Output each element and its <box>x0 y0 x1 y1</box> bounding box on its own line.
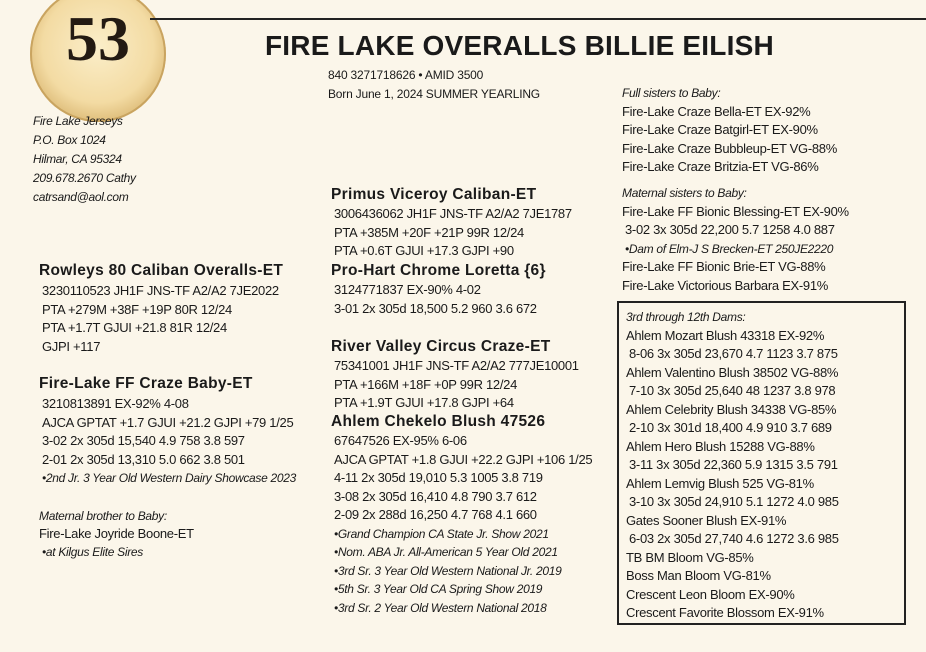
page-title: FIRE LAKE OVERALLS BILLIE EILISH <box>265 30 774 61</box>
ancestral-dam-record: 8-06 3x 305d 23,670 4.7 1123 3.7 875 <box>629 346 838 361</box>
sire-dam-line: 3-01 2x 305d 18,500 5.2 960 3.6 672 <box>334 300 537 316</box>
ancestral-dam-item: Crescent Favorite Blossom EX-91% <box>626 605 824 620</box>
dam-line: AJCA GPTAT +1.7 GJUI +21.2 GJPI +79 1/25 <box>42 414 294 430</box>
dam-sire-line: PTA +1.9T GJUI +17.8 GJPI +64 <box>334 395 514 410</box>
maternal-sister-note: •Dam of Elm-J S Brecken-ET 250JE2220 <box>625 241 834 256</box>
ancestral-dam-item: Crescent Leon Bloom EX-90% <box>626 586 795 602</box>
full-sister-item: Fire-Lake Craze Britzia-ET VG-86% <box>622 159 819 174</box>
full-sister-item: Fire-Lake Craze Batgirl-ET EX-90% <box>622 122 818 137</box>
ancestral-dam-item: Ahlem Valentino Blush 38502 VG-88% <box>626 364 839 380</box>
id-line: 840 3271718626 • AMID 3500 <box>328 68 484 82</box>
sire-dam-name: Pro-Hart Chrome Loretta {6} <box>331 262 546 279</box>
sire-line: PTA +279M +38F +19P 80R 12/24 <box>42 301 232 317</box>
ancestral-dam-item: TB BM Bloom VG-85% <box>626 549 754 565</box>
sire-block <box>39 262 283 356</box>
sire-dam-line: 3124771837 EX-90% 4-02 <box>334 282 481 297</box>
maternal-sister-item: Fire-Lake FF Bionic Brie-ET VG-88% <box>622 259 826 274</box>
ancestral-dam-item: Boss Man Bloom VG-81% <box>626 568 771 583</box>
sire-name: Rowleys 80 Caliban Overalls-ET <box>39 262 284 279</box>
maternal-brother-note: •at Kilgus Elite Sires <box>42 545 143 559</box>
sire-sire-block <box>331 186 572 261</box>
sire-dam-details <box>334 281 546 318</box>
consignor-city: Hilmar, CA 95324 <box>33 152 122 166</box>
dam-line: 3-02 2x 305d 15,540 4.9 758 3.8 597 <box>42 433 245 448</box>
sire-sire-line: PTA +0.6T GJUI +17.3 GJPI +90 <box>334 243 514 258</box>
consignor-phone: 209.678.2670 Cathy <box>33 171 136 185</box>
sire-line: PTA +1.7T GJUI +21.8 81R 12/24 <box>42 320 227 335</box>
maternal-sister-item: Fire-Lake Victorious Barbara EX-91% <box>622 277 829 293</box>
ancestral-dams-heading: 3rd through 12th Dams: <box>626 310 746 324</box>
ancestral-dam-record: 3-10 3x 305d 24,910 5.1 1272 4.0 985 <box>629 494 839 509</box>
full-sisters-heading: Full sisters to Baby: <box>622 86 721 100</box>
dam-dam-award: •5th Sr. 3 Year Old CA Spring Show 2019 <box>334 582 543 596</box>
consignor-address: P.O. Box 1024 <box>33 133 106 147</box>
dam-line: 3210813891 EX-92% 4-08 <box>42 396 189 411</box>
dam-name: Fire-Lake FF Craze Baby-ET <box>39 375 253 392</box>
ancestral-dams-box <box>617 301 906 625</box>
dam-award: •2nd Jr. 3 Year Old Western Dairy Showcase 2023 <box>42 471 297 485</box>
maternal-brother-block <box>39 507 194 561</box>
sire-dam-block <box>331 262 546 318</box>
dam-dam-award: •3rd Sr. 2 Year Old Western National 2018 <box>334 600 547 615</box>
sire-line: 3230110523 JH1F JNS-TF A2/A2 7JE2022 <box>42 283 279 298</box>
dam-line: 2-01 2x 305d 13,310 5.0 662 3.8 501 <box>42 451 245 467</box>
dam-details <box>42 395 296 488</box>
dam-sire-block <box>331 338 579 413</box>
dam-dam-name: Ahlem Chekelo Blush 47526 <box>331 413 546 430</box>
lot-number-badge <box>30 0 166 122</box>
full-sisters-block <box>622 84 837 177</box>
sire-sire-name: Primus Viceroy Caliban-ET <box>331 186 537 203</box>
dam-dam-line: 4-11 2x 305d 19,010 5.3 1005 3.8 719 <box>334 470 543 485</box>
dam-dam-block <box>331 413 592 617</box>
ancestral-dam-item: Ahlem Mozart Blush 43318 EX-92% <box>626 327 825 343</box>
dam-dam-details <box>334 432 592 617</box>
dam-dam-line: 67647526 EX-95% 6-06 <box>334 433 467 448</box>
dam-dam-award: •3rd Sr. 3 Year Old Western National Jr. 2019 <box>334 563 562 578</box>
dam-sire-details <box>334 357 579 413</box>
dam-dam-award: •Nom. ABA Jr. All-American 5 Year Old 2021 <box>334 545 558 559</box>
maternal-sister-item: Fire-Lake FF Bionic Blessing-ET EX-90% <box>622 203 849 219</box>
ancestral-dam-item: Ahlem Hero Blush 15288 VG-88% <box>626 438 815 454</box>
sire-sire-line: 3006436062 JH1F JNS-TF A2/A2 7JE1787 <box>334 206 572 221</box>
sire-sire-details <box>334 205 572 261</box>
dam-sire-line: 75341001 JH1F JNS-TF A2/A2 777JE10001 <box>334 358 579 373</box>
consignor-name: Fire Lake Jerseys <box>33 114 123 128</box>
dam-dam-line: AJCA GPTAT +1.8 GJUI +22.2 GJPI +106 1/25 <box>334 451 593 467</box>
consignor-block <box>33 112 136 207</box>
sire-details <box>42 282 283 356</box>
dam-dam-award: •Grand Champion CA State Jr. Show 2021 <box>334 526 549 541</box>
maternal-sister-record: 3-02 3x 305d 22,200 5.7 1258 4.0 887 <box>625 222 835 237</box>
maternal-brother-heading: Maternal brother to Baby: <box>39 509 167 523</box>
sire-line: GJPI +117 <box>42 338 101 354</box>
ancestral-dam-item: Ahlem Celebrity Blush 34338 VG-85% <box>626 401 837 417</box>
ancestral-dam-record: 6-03 2x 305d 27,740 4.6 1272 3.6 985 <box>629 531 839 546</box>
ancestral-dam-item: Ahlem Lemvig Blush 525 VG-81% <box>626 475 814 491</box>
born-line: Born June 1, 2024 SUMMER YEARLING <box>328 87 540 101</box>
dam-block <box>39 375 296 488</box>
ancestral-dam-item: Gates Sooner Blush EX-91% <box>626 512 787 528</box>
consignor-email: catrsand@aol.com <box>33 190 129 204</box>
ancestral-dam-record: 7-10 3x 305d 25,640 48 1237 3.8 978 <box>629 383 836 398</box>
ancestral-dams-list <box>626 308 839 623</box>
ancestral-dam-record: 2-10 3x 301d 18,400 4.9 910 3.7 689 <box>629 420 832 435</box>
maternal-sisters-heading: Maternal sisters to Baby: <box>622 186 747 200</box>
dam-sire-name: River Valley Circus Craze-ET <box>331 338 551 355</box>
dam-dam-line: 2-09 2x 288d 16,250 4.7 768 4.1 660 <box>334 507 537 522</box>
maternal-sisters-block <box>622 184 849 295</box>
dam-sire-line: PTA +166M +18F +0P 99R 12/24 <box>334 376 518 392</box>
maternal-brother-name: Fire-Lake Joyride Boone-ET <box>39 526 194 541</box>
full-sister-item: Fire-Lake Craze Bubbleup-ET VG-88% <box>622 140 837 156</box>
dam-dam-line: 3-08 2x 305d 16,410 4.8 790 3.7 612 <box>334 488 537 504</box>
ancestral-dam-record: 3-11 3x 305d 22,360 5.9 1315 3.5 791 <box>629 457 838 472</box>
full-sister-item: Fire-Lake Craze Bella-ET EX-92% <box>622 103 811 119</box>
sire-sire-line: PTA +385M +20F +21P 99R 12/24 <box>334 224 524 240</box>
lot-number: 53 <box>66 3 130 74</box>
header-rule <box>150 18 926 20</box>
